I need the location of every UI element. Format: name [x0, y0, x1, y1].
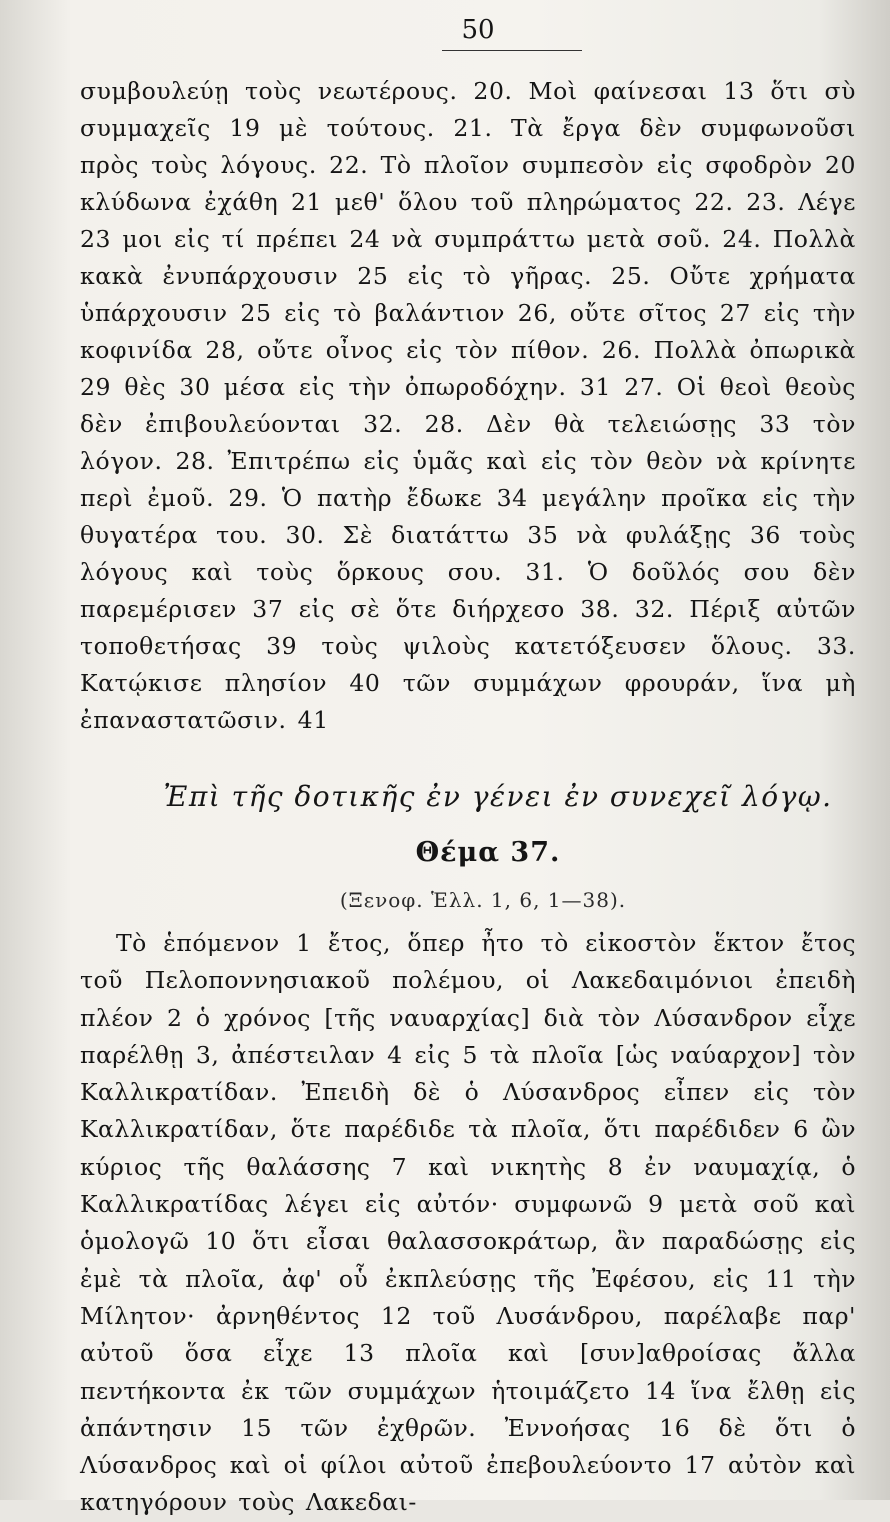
source-reference: (Ξενοφ. Ἑλλ. 1, 6, 1—38). [339, 888, 627, 912]
page-number-rule [442, 50, 582, 51]
page-number: 50 [461, 15, 495, 45]
exercise-sentences: συμβουλεύῃ τοὺς νεωτέρους. 20. Μοὶ φαίνεσαι 13 ὅτι σὺ συμμαχεῖς 19 μὲ τούτους. 21. Τὰ ἔργα δὲν συμφωνοῦσι πρὸς τοὺς λόγους. 22. Τὸ πλοῖον συμπεσὸν εἰς σφοδρὸν 20 κλύδωνα ἐχάθη 21 μεθ' ὅλου τοῦ πληρώματος 22. 23. Λέγε 23 μοι εἰς τί πρέπει 24 νὰ συμπράττω μετὰ σοῦ. 24. Πολλὰ κακὰ ἐνυπάρχουσιν 25 εἰς τὸ γῆρας. 25. Οὔτε χρήματα ὑπάρχουσιν 25 εἰς τὸ βαλάντιον 26, οὔτε σῖτος 27 εἰς τὴν κοφινίδα 28, οὔτε οἶνος εἰς τὸν πίθον. 26. Πολλὰ ὀπωρικὰ 29 θὲς 30 μέσα εἰς τὴν ὀπωροδόχην. 31 27. Οἱ θεοὶ θεοὺς δὲν ἐπιβουλεύονται 32. 28. Δὲν θὰ τελειώσῃς 33 τὸν λόγον. 28. Ἐπιτρέπω εἰς ὑμᾶς καὶ εἰς τὸν θεὸν νὰ κρίνητε περὶ ἐμοῦ. 29. Ὁ πατὴρ ἔδωκε 34 μεγάλην προῖκα εἰς τὴν θυγατέρα του. 30. Σὲ διατάττω 35 νὰ φυλάξῃς 36 τοὺς λόγους καὶ τοὺς ὅρκους σου. 31. Ὁ δοῦλός σου δὲν παρεμέρισεν 37 εἰς σὲ ὅτε διήρχεσο 38. 32. Πέριξ αὐτῶν τοποθετήσας 39 τοὺς ψιλοὺς κατετόξευσεν ὅλους. 33. Κατῴκισε πλησίον 40 τῶν συμμάχων φρουράν, ἵνα μὴ ἐπαναστατῶσιν. 41 [80, 77, 856, 734]
passage-text: Τὸ ἑπόμενον 1 ἔτος, ὅπερ ἦτο τὸ εἰκοστὸν ἕκτον ἔτος τοῦ Πελοποννησιακοῦ πολέμου, οἱ Λακεδαιμόνιοι ἐπειδὴ πλέον 2 ὁ χρόνος [τῆς ναυαρχίας] διὰ τὸν Λύσανδρον εἶχε παρέλθῃ 3, ἀπέστειλαν 4 εἰς 5 τὰ πλοῖα [ὡς ναύαρχον] τὸν Καλλικρατίδαν. Ἐπειδὴ δὲ ὁ Λύσανδρος εἶπεν εἰς τὸν Καλλικρατίδαν, ὅτε παρέδιδε τὰ πλοῖα, ὅτι παρέδιδεν 6 ὢν κύριος τῆς θαλάσσης 7 καὶ νικητὴς 8 ἐν ναυμαχίᾳ, ὁ Καλλικρατίδας λέγει εἰς αὐτόν· συμφωνῶ 9 μετὰ σοῦ καὶ ὁμολογῶ 10 ὅτι εἶσαι θαλασσοκράτωρ, ἂν παραδώσῃς εἰς ἐμὲ τὰ πλοῖα, ἀφ' οὗ ἐκπλεύσῃς τῆς Ἐφέσου, εἰς 11 τὴν Μίλητον· ἀρνηθέντος 12 τοῦ Λυσάνδρου, παρέλαβε παρ' αὐτοῦ ὅσα εἶχε 13 πλοῖα καὶ [συν]αθροίσας ἄλλα πεντήκοντα ἐκ τῶν συμμάχων ἡτοιμάζετο 14 ἵνα ἔλθῃ εἰς ἀπάντησιν 15 τῶν ἐχθρῶν. Ἐννοήσας 16 δὲ ὅτι ὁ Λύσανδρος καὶ οἱ φίλοι αὐτοῦ ἐπεβουλεύοντο 17 αὐτὸν καὶ κατηγόρουν τοὺς Λακεδαι- [80, 929, 856, 1517]
theme-title: Θέμα 37. [415, 837, 561, 868]
section-subheading: Ἐπὶ τῆς δοτικῆς ἐν γένει ἐν συνεχεῖ λόγῳ. [163, 780, 833, 813]
